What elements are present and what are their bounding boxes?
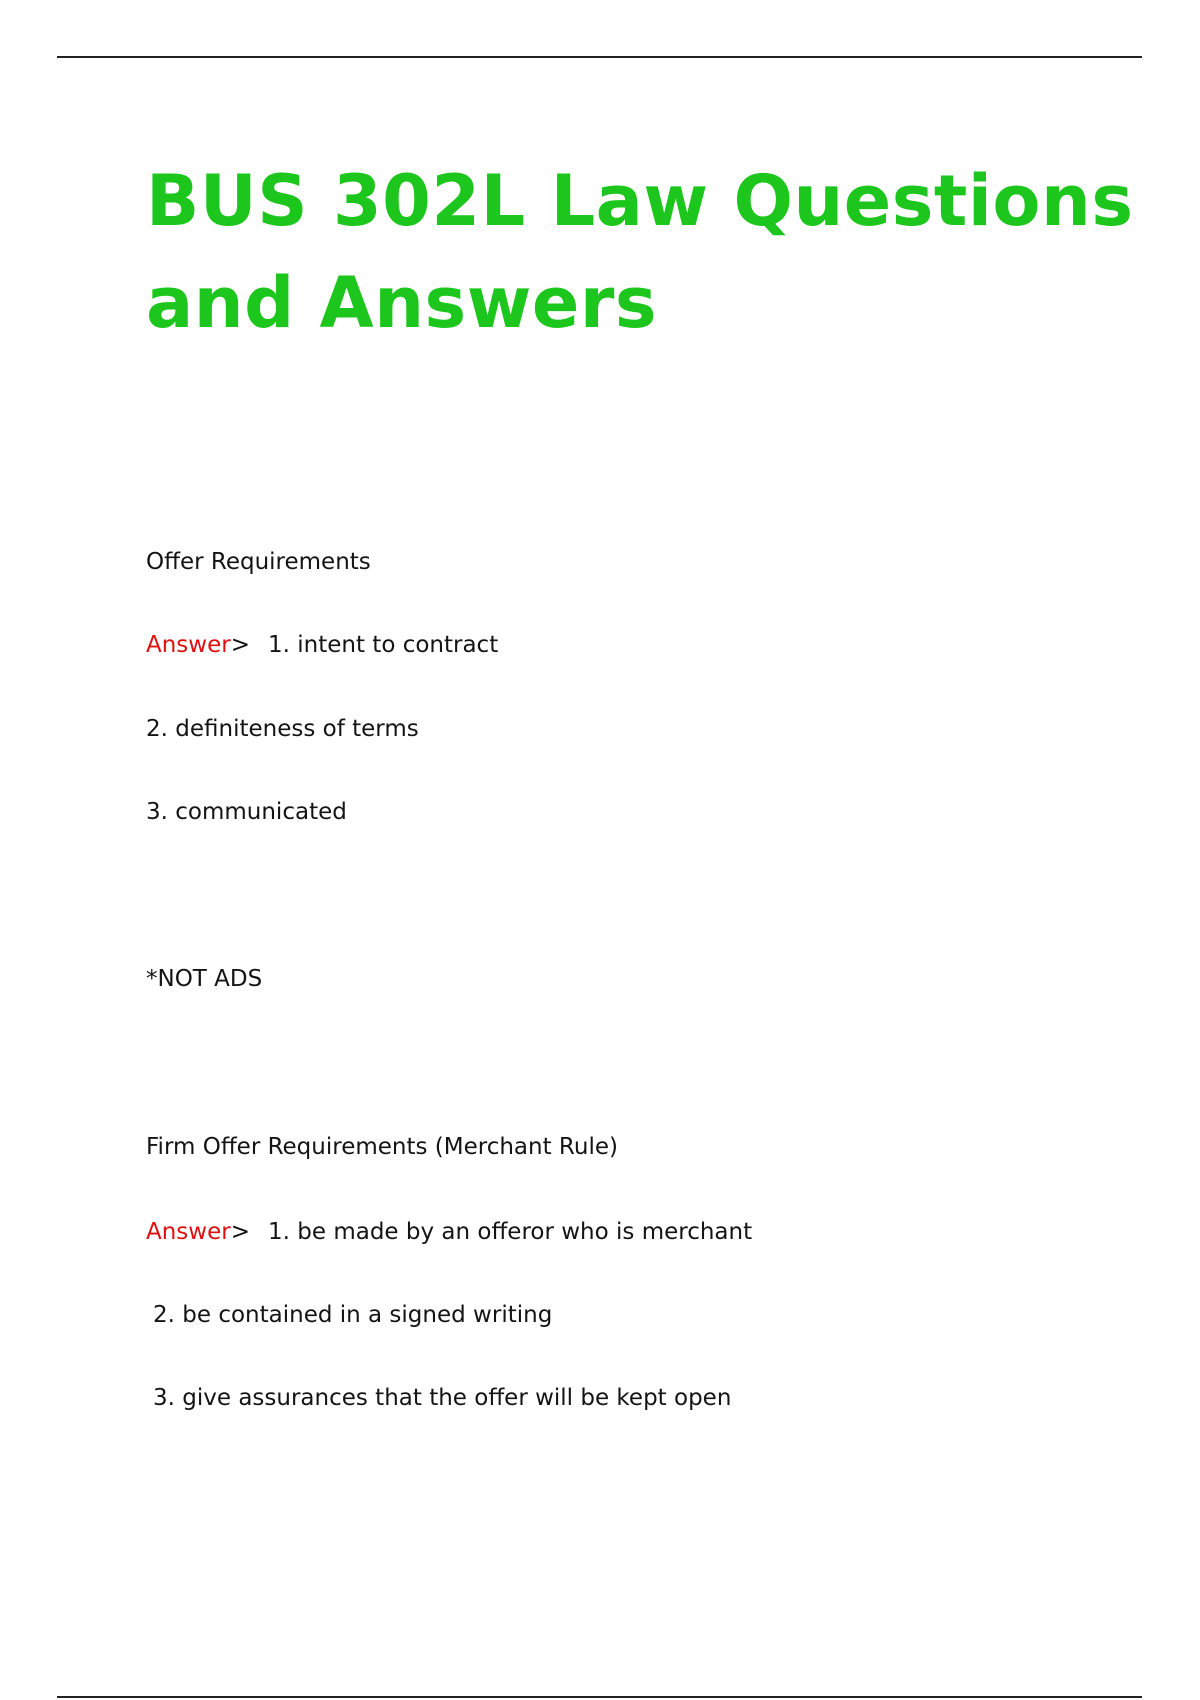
answer-label: Answer (146, 632, 231, 658)
bottom-rule (57, 1696, 1142, 1698)
answer-1-line-3: 3. communicated (146, 799, 347, 825)
question-2: Firm Offer Requirements (Merchant Rule) (146, 1134, 618, 1160)
document-title: BUS 302L Law Questions and Answers (146, 160, 1134, 344)
answer-1-line-2: 2. definiteness of terms (146, 716, 419, 742)
top-rule (57, 56, 1142, 58)
answer-2-line-1 (146, 1217, 752, 1247)
answer-1-line-1 (146, 630, 498, 660)
answer-arrow: > (230, 632, 250, 658)
answer-arrow: > (230, 1219, 250, 1245)
answer-2-line-2: 2. be contained in a signed writing (153, 1302, 553, 1328)
answer-1-note: *NOT ADS (146, 966, 263, 992)
question-1: Offer Requirements (146, 549, 371, 575)
answer-label: Answer (146, 1219, 231, 1245)
answer-text: 1. intent to contract (268, 632, 499, 658)
answer-text: 1. be made by an offeror who is merchant (268, 1219, 753, 1245)
answer-2-line-3: 3. give assurances that the offer will be kept open (153, 1385, 732, 1411)
